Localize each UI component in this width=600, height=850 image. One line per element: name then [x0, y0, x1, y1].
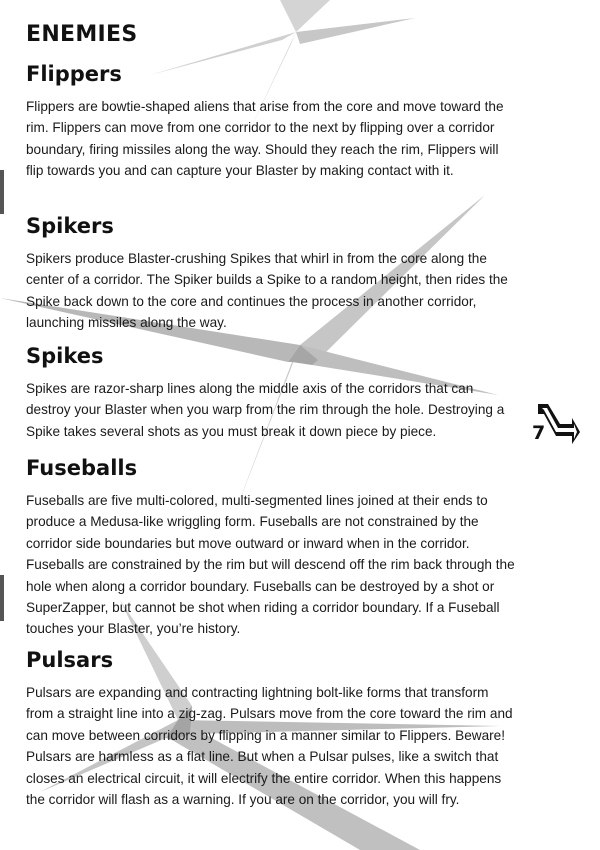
section-heading-spikers: Spikers — [26, 214, 114, 238]
left-edge-mark — [0, 170, 4, 214]
section-heading-flippers: Flippers — [26, 62, 122, 86]
section-spikes — [26, 342, 516, 442]
section-heading-spikes: Spikes — [26, 344, 104, 368]
section-body-spikers: Spikers produce Blaster-crushing Spikes that whirl in from the core along the center of a corridor. The Spiker builds a Spike to a random height, then rides the Spike back down to the core and continues the process in another corridor, launching missiles along the way. — [26, 251, 508, 331]
section-body-spikes: Spikes are razor-sharp lines along the middle axis of the corridors that can destroy your Blaster when you warp from the rim through the hole. Destroying a Spike takes several shots as you must break it down piece by piece. — [26, 381, 505, 439]
page-number: 7 — [532, 422, 546, 444]
page-number-badge — [532, 402, 582, 448]
left-edge-mark — [0, 575, 4, 621]
section-heading-pulsars: Pulsars — [26, 648, 114, 672]
section-fuseballs — [26, 454, 516, 640]
page-turn-arrow-icon — [536, 402, 582, 446]
section-body-fuseballs: Fuseballs are five multi-colored, multi-segmented lines joined at their ends to produce a Medusa-like wriggling form. Fuseballs are not constrained by the corridor side boundaries but move outward or inward when in the corridor. Fuseballs are constrained by the rim but will descend off the rim back through the hole when along a corridor boundary. Fuseballs can be destroyed by a shot or SuperZapper, but cannot be shot when riding a corridor boundary. If a Fuseball touches your Blaster, you’re history. — [26, 493, 515, 637]
page-title: ENEMIES — [26, 22, 138, 47]
section-body-pulsars: Pulsars are expanding and contracting lightning bolt-like forms that transform from a straight line into a zig-zag. Pulsars move from the core toward the rim and can move between corridors by flipping in a manner similar to Flippers. Beware! Pulsars are harmless as a flat line. But when a Pulsar pulses, like a switch that closes an electrical circuit, it will electrify the entire corridor. When this happens the corridor will flash as a warning. If you are on the corridor, you will fry. — [26, 685, 513, 808]
page-content — [26, 22, 516, 808]
section-pulsars — [26, 646, 516, 810]
section-spikers — [26, 212, 516, 334]
section-body-flippers: Flippers are bowtie-shaped aliens that arise from the core and move toward the rim. Flippers can move from one corridor to the next by flipping over a corridor boundary, firing missiles along the way. Should they reach the rim, Flippers will flip towards you and can capture your Blaster by making contact with it. — [26, 99, 504, 179]
section-heading-fuseballs: Fuseballs — [26, 456, 138, 480]
section-flippers — [26, 60, 516, 182]
